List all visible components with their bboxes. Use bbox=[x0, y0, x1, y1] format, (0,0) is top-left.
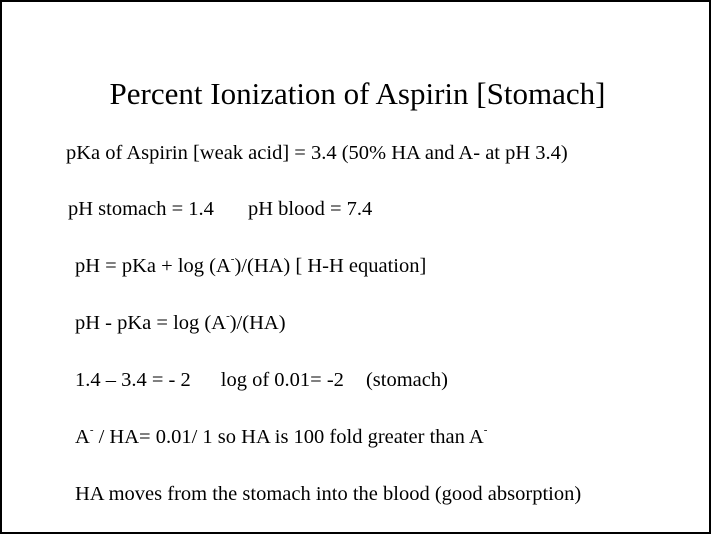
hh-equation-post: )/(HA) [ H-H equation] bbox=[234, 255, 427, 277]
calculation-log: log of 0.01= -2 bbox=[220, 369, 344, 391]
hh-equation-line bbox=[75, 253, 427, 277]
conclusion-line bbox=[75, 484, 581, 505]
ratio-pre: A bbox=[75, 426, 90, 448]
ratio-superscript: - bbox=[89, 424, 94, 437]
ph-blood-text: pH blood = 7.4 bbox=[247, 198, 373, 220]
pka-text: pKa of Aspirin [weak acid] = 3.4 (50% HA and A- at pH 3.4) bbox=[66, 142, 568, 164]
ratio-superscript-end: - bbox=[483, 424, 488, 437]
calculation-line bbox=[75, 370, 448, 391]
calculation-location: (stomach) bbox=[365, 369, 448, 391]
conclusion-text: HA moves from the stomach into the blood (good absorption) bbox=[75, 483, 582, 505]
slide-title: Percent Ionization of Aspirin [Stomach] bbox=[109, 76, 606, 111]
rearranged-equation-pre: pH - pKa = log (A bbox=[75, 312, 227, 334]
hh-equation-superscript: - bbox=[230, 253, 235, 266]
ratio-line bbox=[75, 424, 488, 448]
ph-stomach-text: pH stomach = 1.4 bbox=[68, 198, 214, 220]
ph-values-line bbox=[68, 199, 372, 220]
pka-line bbox=[66, 143, 568, 164]
calculation-difference: 1.4 – 3.4 = - 2 bbox=[75, 369, 191, 391]
ratio-text: / HA= 0.01/ 1 so HA is 100 fold greater than A bbox=[93, 426, 484, 448]
rearranged-equation-superscript: - bbox=[226, 310, 230, 323]
hh-equation-pre: pH = pKa + log (A bbox=[75, 255, 231, 277]
rearranged-equation-post: )/(HA) bbox=[229, 312, 286, 334]
rearranged-equation-line bbox=[75, 310, 286, 334]
